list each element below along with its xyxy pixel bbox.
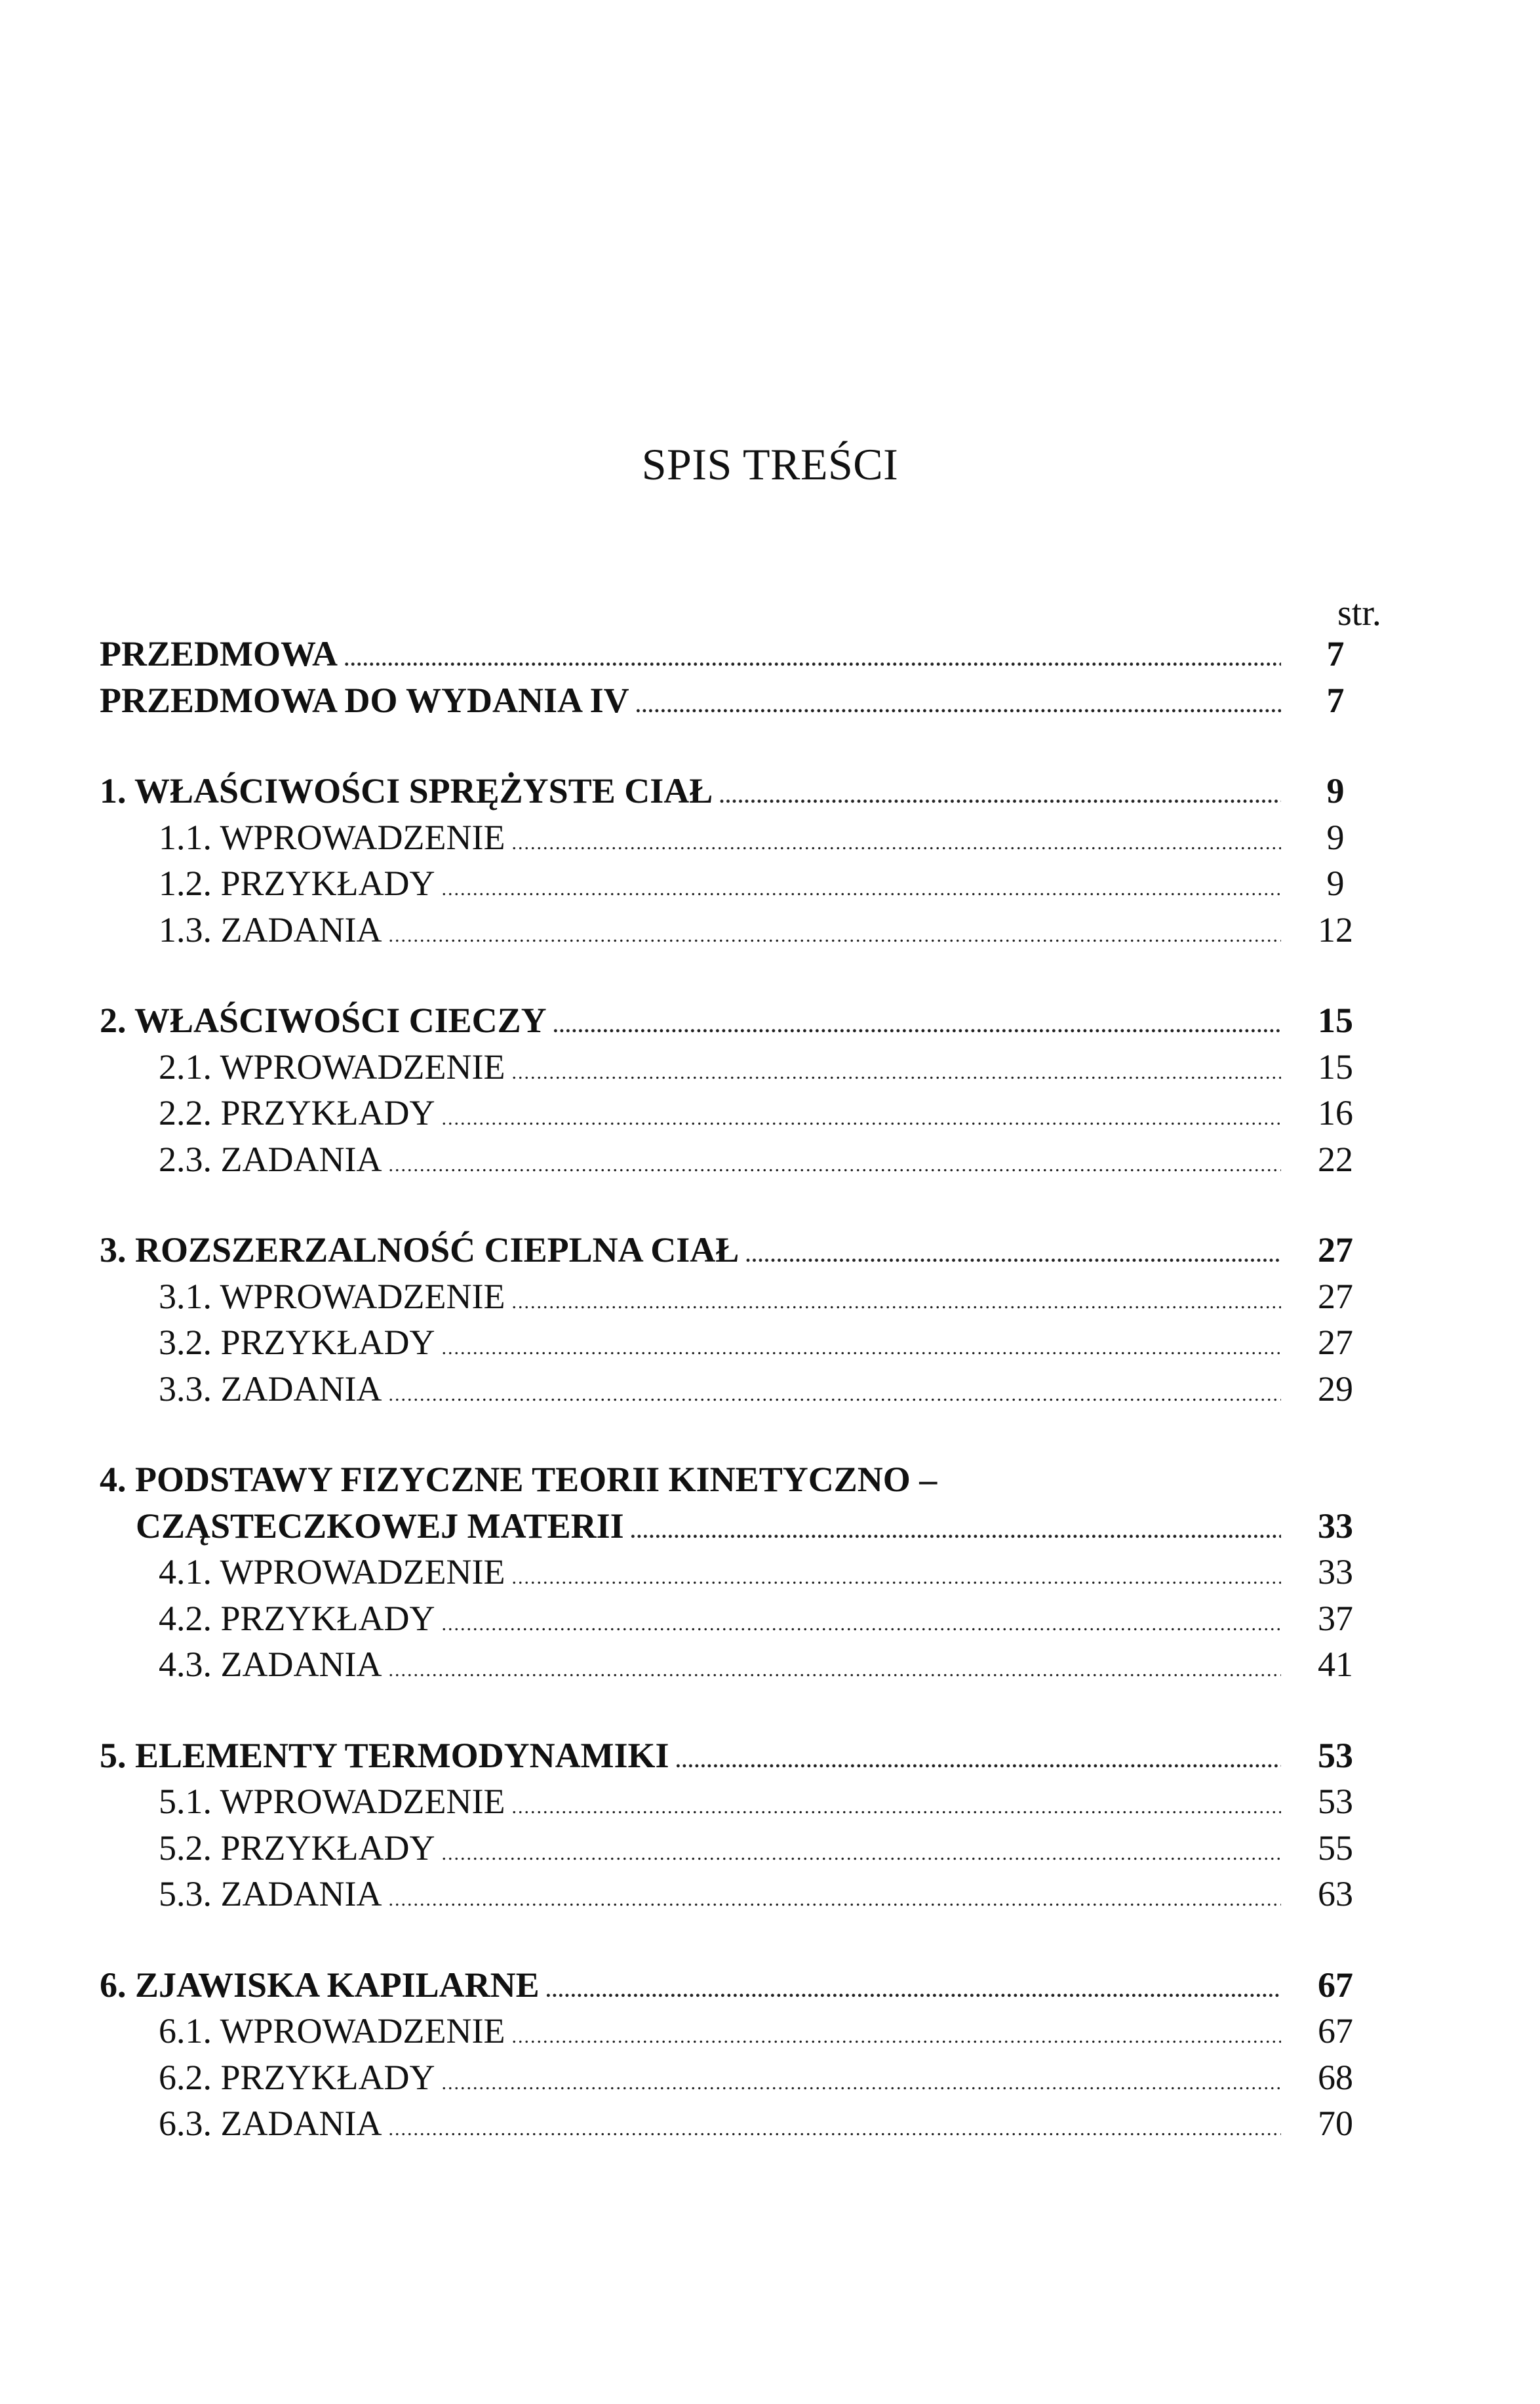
toc-front-matter-item — [100, 631, 1385, 677]
page-column-header: str. — [1337, 593, 1381, 633]
dot-leader — [442, 2060, 1281, 2107]
toc-page-number: 7 — [1326, 680, 1345, 720]
toc-page-number: 9 — [1326, 817, 1345, 857]
toc-section — [100, 1549, 1385, 1595]
toc-section — [100, 1090, 1385, 1136]
toc-chapter — [100, 1456, 1385, 1503]
toc-section-label: 5.3. ZADANIA — [159, 1874, 382, 1913]
toc-page-number: 15 — [1318, 1001, 1353, 1040]
toc-section — [100, 1366, 1385, 1412]
toc-page-number: 68 — [1318, 2057, 1353, 2097]
dot-leader — [388, 1647, 1281, 1694]
toc-chapter-title: 3. ROZSZERZALNOŚĆ CIEPLNA CIAŁ — [100, 1230, 740, 1270]
toc-chapter-title: 1. WŁAŚCIWOŚCI SPRĘŻYSTE CIAŁ — [100, 771, 713, 811]
dot-leader — [442, 1831, 1281, 1877]
dot-leader — [442, 1325, 1281, 1372]
toc-section — [100, 2008, 1385, 2054]
toc-page-number: 67 — [1318, 2011, 1353, 2051]
dot-leader — [511, 1279, 1281, 1326]
toc-chapter-title: 2. WŁAŚCIWOŚCI CIECZY — [100, 1001, 547, 1040]
toc-chapter-title: 5. ELEMENTY TERMODYNAMIKI — [100, 1735, 669, 1775]
toc-section-label: 4.2. PRZYKŁADY — [159, 1598, 435, 1638]
toc-page-number: 53 — [1318, 1782, 1353, 1821]
toc-section-label: 2.3. ZADANIA — [159, 1139, 382, 1179]
toc-page-number: 15 — [1318, 1047, 1353, 1087]
toc-page-number: 41 — [1318, 1645, 1353, 1684]
toc-page-number: 16 — [1318, 1093, 1353, 1132]
toc-chapter — [100, 1733, 1385, 1779]
toc-page-number: 70 — [1318, 2104, 1353, 2143]
dot-leader — [388, 1142, 1281, 1189]
dot-leader — [553, 1003, 1281, 1050]
dot-leader — [511, 1555, 1281, 1601]
toc-page-number: 12 — [1318, 910, 1353, 950]
toc-section-label: 3.3. ZADANIA — [159, 1369, 382, 1409]
dot-leader — [511, 2014, 1281, 2060]
toc-chapter — [100, 768, 1385, 814]
toc-page-number: 33 — [1318, 1506, 1353, 1546]
toc-chapter — [100, 1962, 1385, 2009]
toc-page-number: 9 — [1326, 771, 1345, 811]
toc-chapter — [100, 1227, 1385, 1273]
dot-leader — [511, 1784, 1281, 1831]
toc-page-number: 22 — [1318, 1139, 1353, 1179]
dot-leader — [511, 1050, 1281, 1096]
toc-section-label: 2.1. WPROWADZENIE — [159, 1047, 505, 1087]
toc-section — [100, 1778, 1385, 1825]
toc-section-label: 1.3. ZADANIA — [159, 910, 382, 950]
toc-chapter-title: 4. PODSTAWY FIZYCZNE TEORII KINETYCZNO – — [100, 1460, 938, 1499]
toc-front-matter-item — [100, 677, 1385, 724]
toc-section-label: 2.2. PRZYKŁADY — [159, 1093, 435, 1132]
toc-section — [100, 907, 1385, 953]
dot-leader — [511, 820, 1281, 867]
dot-leader — [388, 1372, 1281, 1418]
page-title: SPIS TREŚCI — [641, 439, 899, 489]
toc-page-number: 29 — [1318, 1369, 1353, 1409]
toc-section — [100, 814, 1385, 861]
dot-leader — [388, 2106, 1281, 2153]
dot-leader — [719, 774, 1281, 820]
toc-page-number: 33 — [1318, 1552, 1353, 1592]
dot-leader — [442, 1096, 1281, 1142]
toc-section — [100, 2100, 1385, 2147]
toc-section-label: 6.3. ZADANIA — [159, 2104, 382, 2143]
toc-section-label: 5.1. WPROWADZENIE — [159, 1782, 505, 1821]
toc-section — [100, 1319, 1385, 1366]
toc-section-label: 6.1. WPROWADZENIE — [159, 2011, 505, 2051]
toc-page-number: 9 — [1326, 864, 1345, 903]
toc-page-number: 37 — [1318, 1598, 1353, 1638]
toc-section-label: 4.1. WPROWADZENIE — [159, 1552, 505, 1592]
toc-page-number: 53 — [1318, 1735, 1353, 1775]
toc-section — [100, 1273, 1385, 1320]
toc-entry-label: PRZEDMOWA — [100, 634, 338, 673]
dot-leader — [344, 637, 1281, 683]
toc-page-number: 7 — [1326, 634, 1345, 673]
toc-section-label: 3.1. WPROWADZENIE — [159, 1276, 505, 1316]
toc-page-number: 27 — [1318, 1323, 1353, 1362]
table-of-contents — [100, 631, 1385, 2147]
toc-section-label: 1.2. PRZYKŁADY — [159, 864, 435, 903]
toc-section — [100, 1595, 1385, 1642]
toc-chapter-title-continued: CZĄSTECZKOWEJ MATERII — [136, 1506, 624, 1546]
toc-section-label: 1.1. WPROWADZENIE — [159, 817, 505, 857]
toc-chapter-title: 6. ZJAWISKA KAPILARNE — [100, 1965, 540, 2005]
toc-page-number: 63 — [1318, 1874, 1353, 1913]
toc-page-number: 67 — [1318, 1965, 1353, 2005]
toc-chapter-continuation — [100, 1503, 1385, 1550]
toc-entry-label: PRZEDMOWA DO WYDANIA IV — [100, 680, 629, 720]
toc-section — [100, 1044, 1385, 1091]
toc-chapter — [100, 997, 1385, 1044]
toc-page-number: 55 — [1318, 1828, 1353, 1868]
toc-page-number: 27 — [1318, 1276, 1353, 1316]
toc-section — [100, 1871, 1385, 1917]
dot-leader — [388, 913, 1281, 959]
toc-section — [100, 1825, 1385, 1872]
toc-page-number: 27 — [1318, 1230, 1353, 1270]
toc-section-label: 6.2. PRZYKŁADY — [159, 2057, 435, 2097]
dot-leader — [745, 1233, 1281, 1279]
toc-section — [100, 1136, 1385, 1183]
toc-section-label: 4.3. ZADANIA — [159, 1645, 382, 1684]
toc-section-label: 3.2. PRZYKŁADY — [159, 1323, 435, 1362]
toc-section-label: 5.2. PRZYKŁADY — [159, 1828, 435, 1868]
dot-leader — [676, 1738, 1281, 1785]
dot-leader — [546, 1968, 1281, 2014]
dot-leader — [636, 683, 1281, 730]
toc-section — [100, 860, 1385, 907]
dot-leader — [442, 866, 1281, 913]
dot-leader — [388, 1877, 1281, 1923]
dot-leader — [631, 1509, 1281, 1555]
dot-leader — [442, 1601, 1281, 1648]
toc-section — [100, 1641, 1385, 1688]
toc-section — [100, 2054, 1385, 2101]
